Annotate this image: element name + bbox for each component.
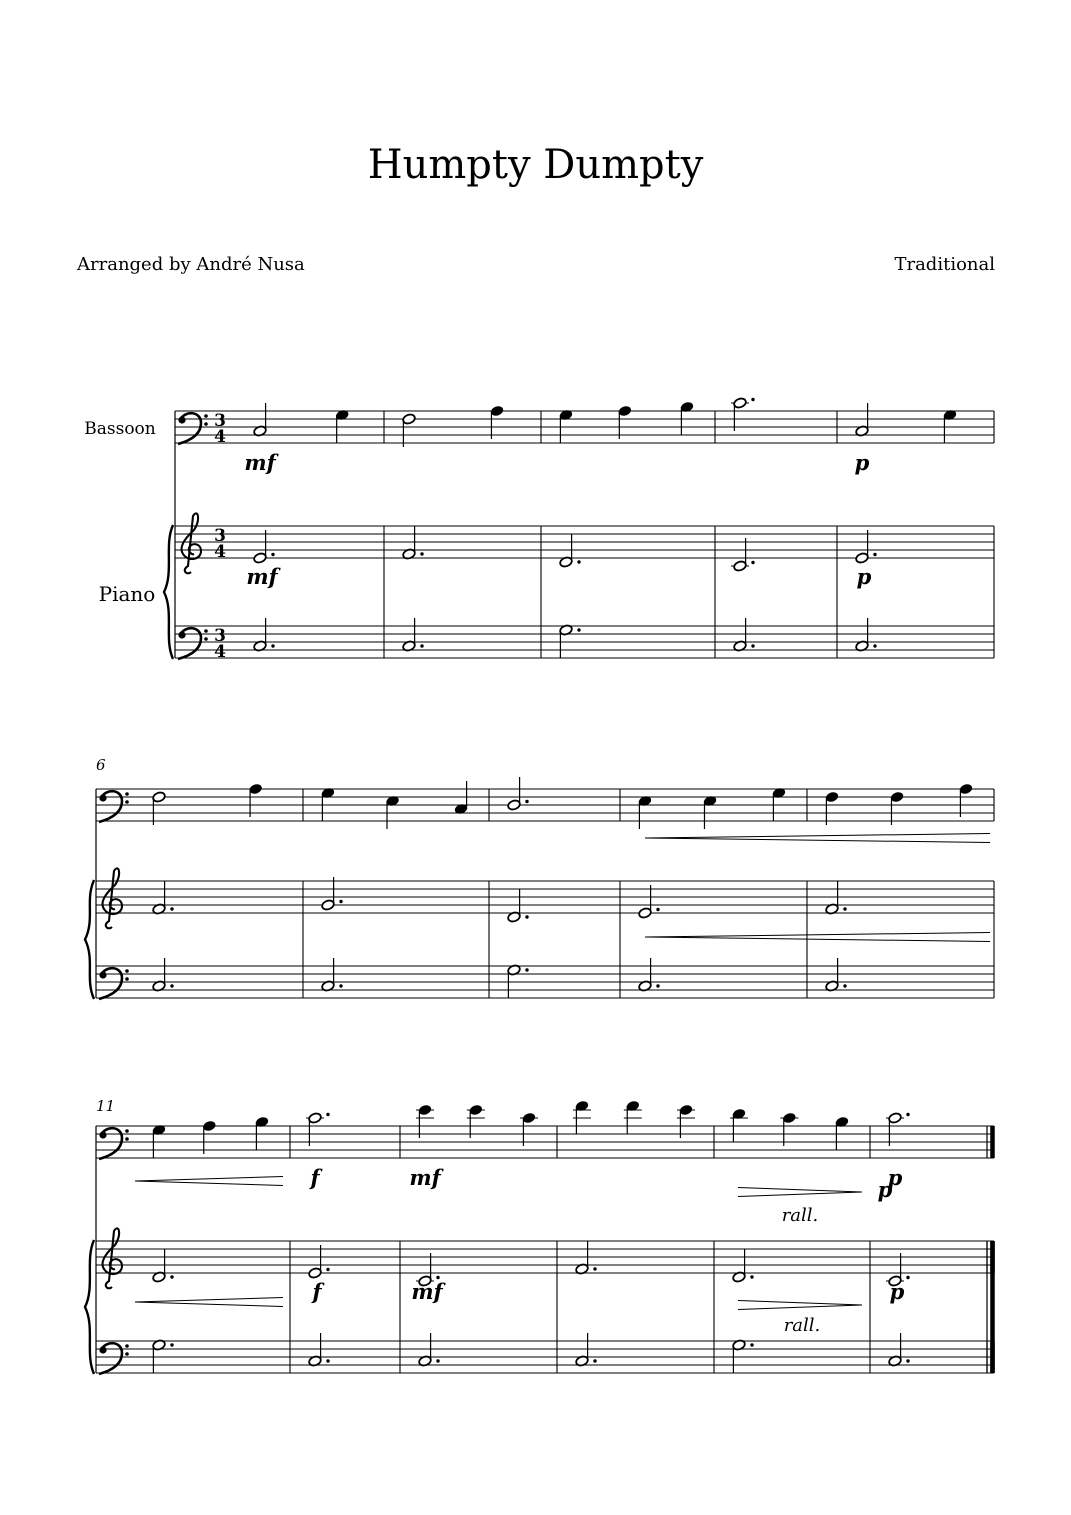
quarter-note xyxy=(772,787,786,821)
augmentation-dot xyxy=(906,1276,909,1279)
crescendo-hairpin xyxy=(135,1302,283,1307)
notehead xyxy=(469,1104,483,1116)
augmentation-dot xyxy=(577,560,580,563)
bass-clef-icon xyxy=(99,1343,129,1374)
augmentation-dot xyxy=(420,644,423,647)
augmentation-dot xyxy=(656,984,659,987)
notehead xyxy=(638,907,652,919)
augmentation-dot xyxy=(873,644,876,647)
dotted-half-note xyxy=(733,538,755,572)
decrescendo-hairpin xyxy=(738,1188,862,1193)
augmentation-dot xyxy=(906,1359,909,1362)
quarter-note xyxy=(152,1124,166,1158)
augmentation-dot xyxy=(750,1275,753,1278)
quarter-note xyxy=(386,795,400,829)
quarter-note xyxy=(638,795,652,829)
dotted-half-note xyxy=(321,958,343,992)
quarter-note xyxy=(680,401,694,435)
quarter-note xyxy=(618,405,632,439)
dotted-half-note xyxy=(575,1333,597,1367)
quarter-note xyxy=(418,1104,432,1138)
dynamic-marking: f xyxy=(312,1279,322,1304)
dynamic-marking: mf xyxy=(246,564,278,589)
bass-clef-dot xyxy=(204,414,208,418)
augmentation-dot xyxy=(326,1113,329,1116)
instrument-name-bassoon: Bassoon xyxy=(84,419,156,439)
quarter-note xyxy=(575,1100,589,1134)
dotted-half-note xyxy=(638,885,660,919)
quarter-note xyxy=(522,1112,536,1146)
crescendo-hairpin xyxy=(645,834,990,839)
bass-clef-dot xyxy=(125,977,129,981)
bass-clef-dot xyxy=(125,1137,129,1141)
half-note xyxy=(152,791,166,825)
treble-clef-icon xyxy=(181,513,201,573)
decrescendo-hairpin xyxy=(738,1192,862,1197)
notehead xyxy=(321,899,335,911)
notehead xyxy=(959,783,973,795)
dotted-half-note xyxy=(402,526,424,560)
notehead xyxy=(308,1112,322,1124)
dotted-half-note xyxy=(152,881,174,915)
dotted-half-note xyxy=(152,1339,174,1373)
bass-clef-dot xyxy=(125,969,129,973)
bass-clef-dot xyxy=(125,1344,129,1348)
augmentation-dot xyxy=(271,553,274,556)
treble-clef-icon xyxy=(102,1228,122,1288)
notehead xyxy=(490,405,504,417)
notehead xyxy=(890,791,904,803)
augmentation-dot xyxy=(593,1359,596,1362)
notehead xyxy=(253,552,267,564)
augmentation-dot xyxy=(843,984,846,987)
notehead xyxy=(402,413,416,425)
bass-clef-icon xyxy=(99,968,129,999)
dotted-half-note xyxy=(253,530,275,564)
bass-clef-dot xyxy=(125,1352,129,1356)
quarter-note xyxy=(255,1116,269,1150)
bass-clef-dot xyxy=(204,629,208,633)
dotted-half-note xyxy=(152,958,174,992)
dotted-half-note xyxy=(732,1249,754,1283)
treble-clef-icon xyxy=(102,868,122,928)
notehead xyxy=(522,1112,536,1124)
dotted-half-note xyxy=(733,618,755,652)
quarter-note xyxy=(890,791,904,825)
augmentation-dot xyxy=(170,907,173,910)
quarter-note xyxy=(202,1120,216,1154)
quarter-note xyxy=(335,409,349,443)
dotted-half-note xyxy=(888,1112,910,1146)
augmentation-dot xyxy=(271,644,274,647)
notehead xyxy=(152,791,166,803)
arranger-credit: Arranged by André Nusa xyxy=(77,254,305,275)
dotted-half-note xyxy=(308,1112,330,1146)
dotted-half-note xyxy=(732,1339,754,1373)
notehead xyxy=(202,1120,216,1132)
dotted-half-note xyxy=(559,534,581,568)
bass-clef-dot xyxy=(204,637,208,641)
notehead xyxy=(308,1267,322,1279)
bass-clef-dot xyxy=(99,971,106,978)
dotted-half-note xyxy=(321,877,343,911)
time-signature-beats: 3 xyxy=(214,526,226,546)
piano-brace xyxy=(85,1240,94,1374)
dotted-half-note xyxy=(733,397,755,431)
augmentation-dot xyxy=(170,984,173,987)
augmentation-dot xyxy=(750,1343,753,1346)
dotted-half-note xyxy=(855,618,877,652)
dynamic-marking: p xyxy=(887,1165,903,1190)
dotted-half-note xyxy=(308,1333,330,1367)
bass-clef-dot xyxy=(125,1129,129,1133)
notehead xyxy=(618,405,632,417)
quarter-note xyxy=(825,791,839,825)
augmentation-dot xyxy=(577,628,580,631)
bass-clef-dot xyxy=(125,800,129,804)
decrescendo-hairpin xyxy=(738,1305,862,1310)
augmentation-dot xyxy=(170,1275,173,1278)
time-signature-unit: 4 xyxy=(214,427,226,447)
quarter-note xyxy=(559,409,573,443)
augmentation-dot xyxy=(873,553,876,556)
notehead xyxy=(679,1104,693,1116)
bass-clef-dot xyxy=(178,631,185,638)
tempo-text-rall: rall. xyxy=(781,1205,819,1226)
quarter-note xyxy=(782,1112,796,1146)
quarter-note xyxy=(249,783,263,817)
dotted-half-note xyxy=(855,530,877,564)
quarter-note xyxy=(732,1108,746,1142)
notehead xyxy=(733,560,747,572)
augmentation-dot xyxy=(326,1359,329,1362)
augmentation-dot xyxy=(339,984,342,987)
dotted-half-note xyxy=(507,889,529,923)
piano-brace xyxy=(85,880,94,999)
crescendo-hairpin xyxy=(135,1177,283,1182)
notehead xyxy=(733,397,747,409)
dynamic-marking: mf xyxy=(244,450,276,475)
dynamic-marking: mf xyxy=(409,1165,441,1190)
time-signature-beats: 3 xyxy=(214,626,226,646)
dotted-half-note xyxy=(308,1245,330,1279)
half-note xyxy=(855,403,869,437)
notehead xyxy=(855,552,869,564)
augmentation-dot xyxy=(751,561,754,564)
bass-clef-dot xyxy=(204,422,208,426)
dotted-half-note xyxy=(507,964,529,998)
time-signature-unit: 4 xyxy=(214,642,226,662)
dotted-half-note xyxy=(825,958,847,992)
quarter-note xyxy=(469,1104,483,1138)
dotted-half-note xyxy=(638,958,660,992)
notehead xyxy=(782,1112,796,1124)
quarter-note xyxy=(835,1116,849,1150)
half-note xyxy=(253,403,267,437)
quarter-note xyxy=(959,783,973,817)
treble-clef-curve xyxy=(181,513,201,573)
augmentation-dot xyxy=(751,644,754,647)
dotted-half-note xyxy=(152,1249,174,1283)
quarter-note xyxy=(490,405,504,439)
augmentation-dot xyxy=(525,968,528,971)
dynamic-marking: mf xyxy=(411,1279,443,1304)
piano-brace xyxy=(164,525,173,659)
decrescendo-hairpin xyxy=(738,1301,862,1306)
notehead xyxy=(888,1112,902,1124)
composer-credit: Traditional xyxy=(894,254,995,275)
dotted-half-note xyxy=(418,1333,440,1367)
dynamic-marking: p xyxy=(877,1177,893,1202)
quarter-note xyxy=(321,787,335,821)
dotted-half-note xyxy=(402,618,424,652)
dotted-half-note xyxy=(507,777,529,811)
dynamic-marking: f xyxy=(310,1165,320,1190)
crescendo-hairpin xyxy=(645,838,990,843)
quarter-note xyxy=(626,1100,640,1134)
notehead xyxy=(825,791,839,803)
bass-clef-icon xyxy=(99,1128,129,1159)
quarter-note xyxy=(679,1104,693,1138)
augmentation-dot xyxy=(339,900,342,903)
dynamic-marking: p xyxy=(889,1279,905,1304)
measure-number: 6 xyxy=(96,756,106,774)
bass-clef-dot xyxy=(99,1346,106,1353)
bass-clef-icon xyxy=(99,791,129,822)
augmentation-dot xyxy=(843,907,846,910)
augmentation-dot xyxy=(593,1267,596,1270)
bass-clef-dot xyxy=(99,794,106,801)
tempo-text-rall: rall. xyxy=(783,1315,821,1336)
notehead xyxy=(418,1104,432,1116)
quarter-note xyxy=(703,795,717,829)
bass-clef-dot xyxy=(125,792,129,796)
time-signature-beats: 3 xyxy=(214,411,226,431)
quarter-note xyxy=(943,409,957,443)
bass-clef-dot xyxy=(178,416,185,423)
instrument-name-piano: Piano xyxy=(98,582,156,606)
dotted-half-note xyxy=(825,881,847,915)
treble-clef-curve xyxy=(102,868,122,928)
quarter-note xyxy=(454,781,468,815)
augmentation-dot xyxy=(656,908,659,911)
augmentation-dot xyxy=(326,1268,329,1271)
measure-number: 11 xyxy=(96,1097,116,1115)
bass-clef-icon xyxy=(178,628,208,659)
notehead xyxy=(249,783,263,795)
augmentation-dot xyxy=(436,1359,439,1362)
treble-clef-curve xyxy=(102,1228,122,1288)
bass-clef-dot xyxy=(99,1131,106,1138)
crescendo-hairpin xyxy=(645,937,990,942)
dotted-half-note xyxy=(575,1241,597,1275)
augmentation-dot xyxy=(170,1343,173,1346)
score-title: Humpty Dumpty xyxy=(367,142,704,188)
crescendo-hairpin xyxy=(135,1298,283,1303)
dynamic-marking: p xyxy=(854,450,870,475)
dotted-half-note xyxy=(559,624,581,658)
augmentation-dot xyxy=(525,915,528,918)
bass-clef-icon xyxy=(178,413,208,444)
augmentation-dot xyxy=(751,398,754,401)
crescendo-hairpin xyxy=(645,933,990,938)
dotted-half-note xyxy=(888,1333,910,1367)
crescendo-hairpin xyxy=(135,1181,283,1186)
augmentation-dot xyxy=(906,1113,909,1116)
time-signature-unit: 4 xyxy=(214,542,226,562)
half-note xyxy=(402,413,416,447)
dotted-half-note xyxy=(253,618,275,652)
augmentation-dot xyxy=(420,552,423,555)
dynamic-marking: p xyxy=(856,564,872,589)
augmentation-dot xyxy=(525,800,528,803)
notehead xyxy=(507,799,521,811)
